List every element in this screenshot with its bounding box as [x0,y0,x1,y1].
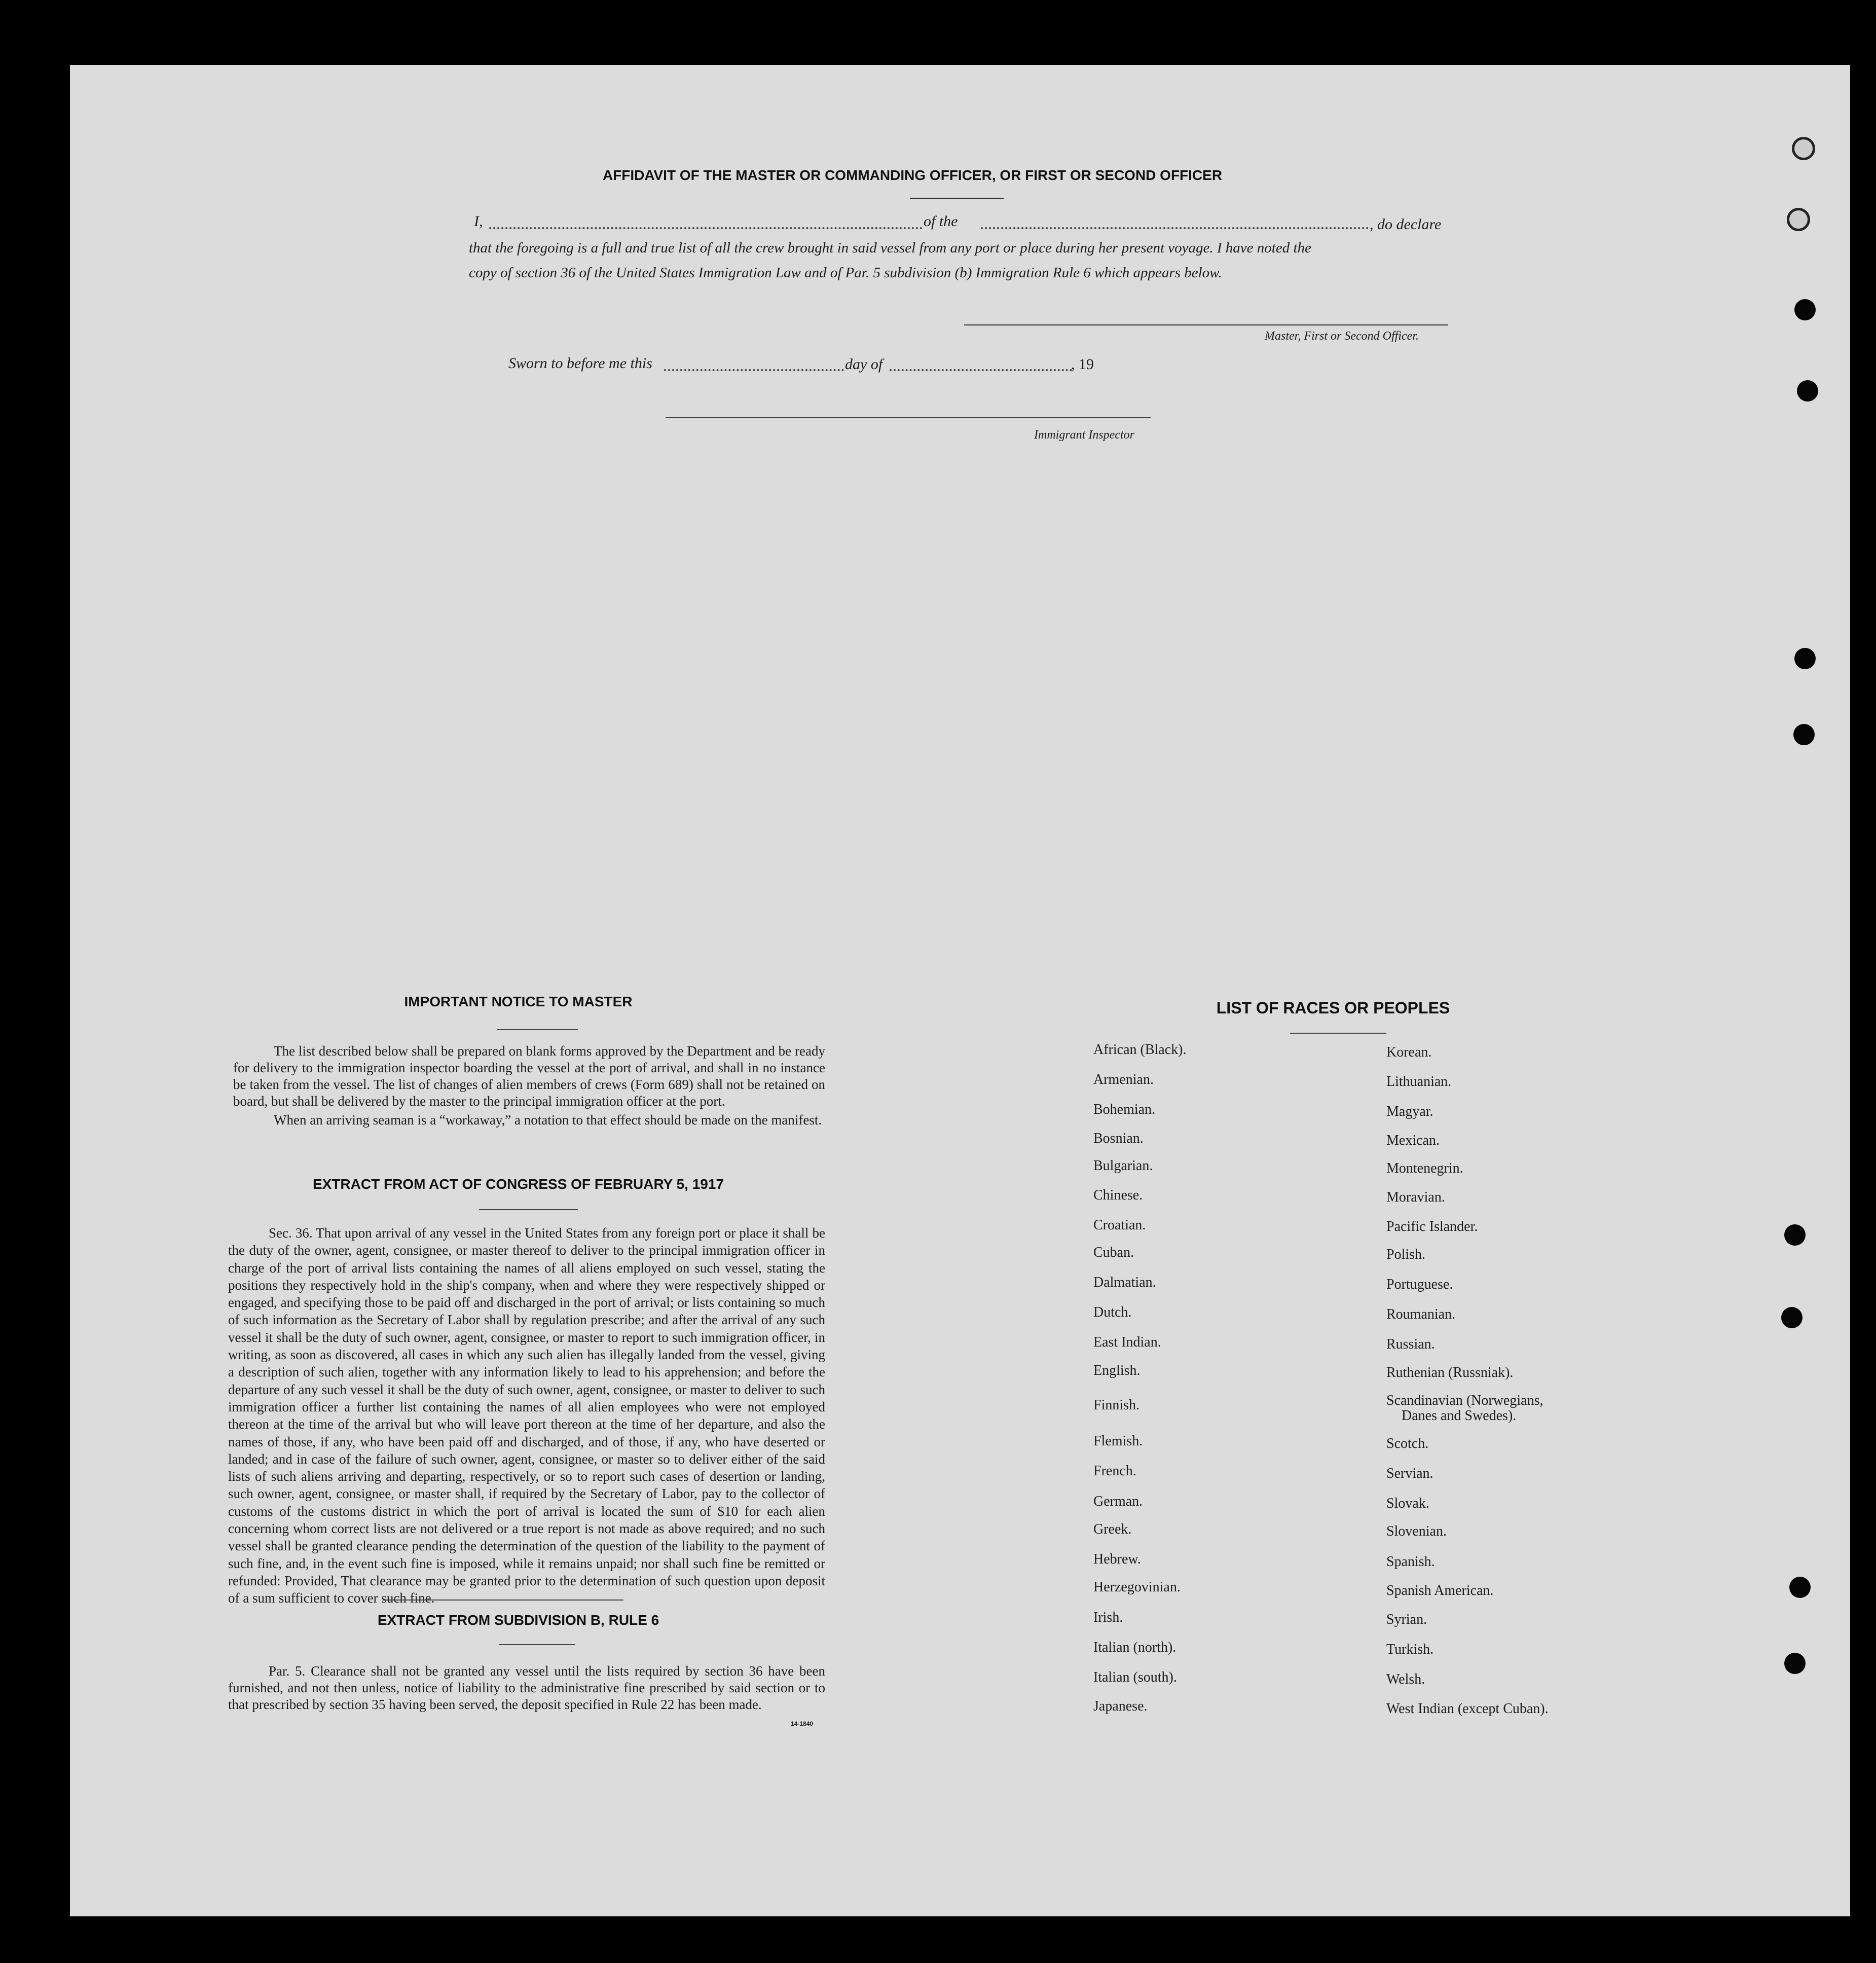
form-number: 14-1840 [791,1720,814,1727]
race-item: Pacific Islander. [1386,1219,1478,1234]
race-item: Danes and Swedes). [1402,1408,1517,1424]
race-item: Portuguese. [1386,1277,1453,1292]
race-item: Hebrew. [1093,1551,1141,1567]
punch-hole [1793,724,1815,745]
race-item: Cuban. [1093,1245,1134,1260]
punch-hole [1787,208,1810,231]
race-item: Herzegovinian. [1093,1579,1181,1595]
race-item: Spanish American. [1386,1583,1494,1598]
sworn-day-field[interactable] [664,369,844,371]
race-item: Bohemian. [1093,1102,1156,1117]
race-item: Bulgarian. [1093,1158,1153,1174]
punch-hole [1797,380,1818,402]
punch-hole [1794,299,1816,320]
race-item: Bosnian. [1093,1131,1144,1146]
race-item: Montenegrin. [1386,1160,1463,1176]
race-item: Dutch. [1093,1304,1132,1320]
extract-rule-title: EXTRACT FROM SUBDIVISION B, RULE 6 [377,1612,659,1628]
race-item: Polish. [1386,1247,1426,1262]
vessel-field[interactable] [981,227,1369,229]
divider [499,1644,575,1645]
race-item: Ruthenian (Russniak). [1386,1365,1514,1380]
divider [497,1029,578,1030]
document-page [70,65,1850,1916]
notice-paragraph-2: When an arriving seaman is a “workaway,” a notation to that effect should be made on the manifest. [274,1112,822,1128]
punch-hole [1794,648,1816,669]
punch-hole [1781,1307,1803,1328]
race-item: Slovak. [1386,1496,1429,1511]
inspector-signature-line [666,417,1151,418]
extract-act-text: Sec. 36. That upon arrival of any vessel in the United States from any foreign port or place it shall be the duty of the owner, agent, consignee, or master thereof to deliver to the principal immigration officer in charge of the port of arrival lists containing the names of all aliens employed on such vessel, stating the positions they respectively hold in the ship's company, when and where they were respectively shipped or engaged, and specifying those to be paid off and discharged in the port of arrival; or lists containing so much of such information as the Secretary of Labor shall by regulation prescribe; and after the arrival of any such vessel it shall be the duty of such owner, agent, consignee, or master to report to such immigration officer, in writing, as soon as discovered, all cases in which any such alien has illegally landed from the vessel, giving a description of such alien, together with any information likely to lead to his apprehension; and before the departure of any such vessel it shall be the duty of such owner, agent, consignee, or master to deliver to such immigration officer a further list containing the names of all alien employees who were not employed thereon at the time of the arrival but who will leave port thereon at the time of her departure, and also the names of those, if any, who have been paid off and discharged, and of those, if any, who have deserted or landed; and in case of the failure of such owner, agent, consignee, or master so to deliver either of the said lists of such aliens arriving and departing, respectively, or so to report such cases of desertion or landing, such owner, agent, consignee, or master shall, if required by the Secretary of Labor, pay to the collector of customs of the customs district in which the port of arrival is located the sum of $10 for each alien concerning whom correct lists are not delivered or a true report is not made as above required; and no such vessel shall be granted clearance pending the determination of the question of the liability to the payment of such fine, and, in the event such fine is imposed, while it remains unpaid; nor shall such fine be remitted or refunded: Provided, That clearance may be granted prior to the determination of such question upon deposit of a sum sufficient to cover such fine. [228,1225,825,1606]
race-item: French. [1093,1463,1136,1479]
race-item: Spanish. [1386,1554,1435,1570]
race-item: Italian (north). [1093,1640,1176,1655]
extract-rule-text: Par. 5. Clearance shall not be granted any vessel until the lists required by section 36 have been furnished, and not then unless, notice of liability to the administrative fine prescribed by said section or to that prescribed by section 35 having been served, the deposit specified in Rule 22 has been made. [228,1663,825,1712]
race-item: Finnish. [1093,1397,1140,1413]
affidavit-line2: that the foregoing is a full and true list of all the crew brought in said vessel from any port or place during her present voyage. I have noted the [469,240,1311,256]
affidavit-line3: copy of section 36 of the United States Immigration Law and of Par. 5 subdivision (b) Immigration Rule 6 which appears below. [469,265,1222,281]
race-item: Welsh. [1386,1671,1425,1687]
race-item: Dalmatian. [1093,1275,1156,1290]
affidavit-of-the: of the [924,213,958,230]
race-item: English. [1093,1363,1141,1378]
race-item: Chinese. [1093,1187,1143,1203]
punch-hole [1784,1224,1806,1246]
race-item: Servian. [1386,1466,1433,1481]
race-item: Russian. [1386,1336,1435,1352]
affidavit-title: AFFIDAVIT OF THE MASTER OR COMMANDING OFFICER, OR FIRST OR SECOND OFFICER [602,167,1223,183]
race-item: African (Black). [1093,1042,1187,1058]
race-item: Armenian. [1093,1072,1154,1087]
notice-paragraph-1: The list described below shall be prepared on blank forms approved by the Department and be ready for delivery to the immigration inspector boarding the vessel at the port of arrival, and shall in no instance be taken from the vessel. The list of changes of alien members of crews (Form 689) shall not be retained on board, but shall be delivered by the master to the principal immigration officer at the port. [233,1043,825,1109]
race-item: German. [1093,1494,1143,1509]
race-item: Turkish. [1386,1642,1434,1657]
race-item: Scotch. [1386,1436,1429,1451]
race-item: Greek. [1093,1521,1132,1537]
punch-hole [1784,1653,1806,1674]
extract-act-title: EXTRACT FROM ACT OF CONGRESS OF FEBRUARY 5, 1917 [312,1176,724,1192]
race-item: Magyar. [1386,1104,1433,1119]
race-item: Scandinavian (Norwegians, [1386,1393,1543,1408]
signature-line [964,324,1448,325]
divider [383,1600,623,1601]
race-item: Croatian. [1093,1217,1146,1233]
race-item: East Indian. [1093,1334,1161,1350]
race-item: Roumanian. [1386,1306,1456,1322]
race-item: West Indian (except Cuban). [1386,1701,1549,1717]
name-field[interactable] [489,227,923,229]
affidavit-i: I, [474,213,483,230]
race-item: Irish. [1093,1610,1123,1625]
race-item: Korean. [1386,1044,1432,1060]
race-item: Japanese. [1093,1698,1148,1714]
divider [910,198,1004,199]
affidavit-declare: , do declare [1370,216,1442,233]
race-item: Syrian. [1386,1612,1427,1627]
race-item: Moravian. [1386,1189,1445,1205]
divider [1290,1033,1386,1034]
race-item: Italian (south). [1093,1669,1177,1685]
race-item: Flemish. [1093,1433,1143,1449]
race-item: Slovenian. [1386,1523,1447,1539]
punch-hole [1792,137,1815,160]
sworn-month-field[interactable] [890,369,1072,371]
year-label: , 19 [1071,356,1094,373]
signature-label: Master, First or Second Officer. [1265,330,1419,343]
day-of-label: day of [845,356,883,373]
sworn-label: Sworn to before me this [508,355,652,372]
divider [479,1209,578,1210]
punch-hole [1789,1577,1811,1598]
races-title: LIST OF RACES OR PEOPLES [1216,999,1450,1017]
notice-title: IMPORTANT NOTICE TO MASTER [404,994,633,1009]
race-item: Mexican. [1386,1133,1440,1148]
race-item: Lithuanian. [1386,1074,1452,1089]
inspector-label: Immigrant Inspector [1034,428,1134,442]
